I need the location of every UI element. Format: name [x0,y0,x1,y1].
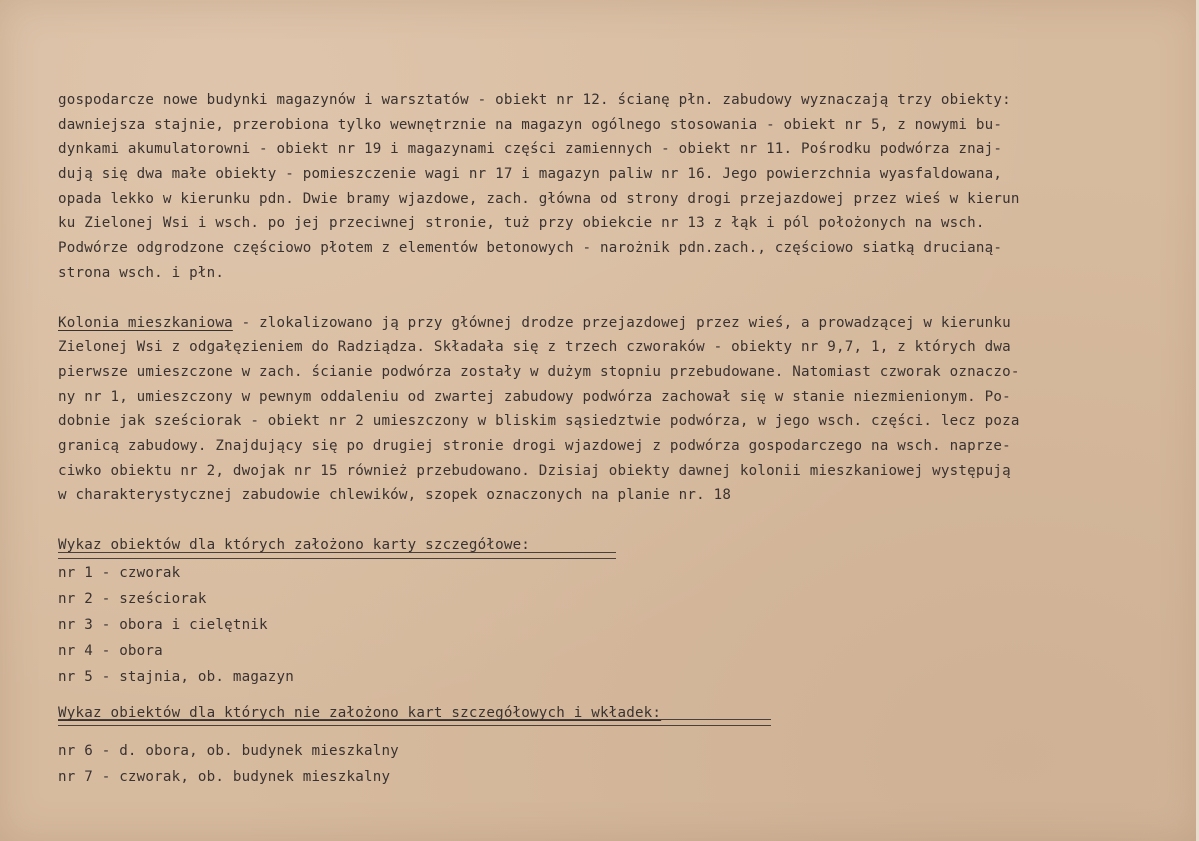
list-item: nr 5 - stajnia, ob. magazyn [58,668,295,685]
list-item: nr 3 - obora i cielętnik [58,616,268,633]
text-line: dawniejsza stajnie, przerobiona tylko wewnętrznie na magazyn ogólnego stosowania - obiekt nr 5, z nowymi bu- [58,116,1003,133]
text-line: Zielonej Wsi z odgałęzieniem do Radziądza. Składała się z trzech czworaków - obiekty nr 9,7, 1, z których dwa [58,339,1011,356]
text-line: strona wsch. i płn. [58,264,225,281]
text-line: gospodarcze nowe budynki magazynów i warsztatów - obiekt nr 12. ścianę płn. zabudowy wyznaczają trzy obiekty: [58,92,1011,108]
typed-document [58,88,1193,790]
text-line: ciwko obiektu nr 2, dwojak nr 15 również przebudowano. Dzisiaj obiekty dawnej kolonii mieszkaniowej występują [58,462,1011,479]
list-with-detail-cards [58,533,1193,690]
text-line: w charakterystycznej zabudowie chlewików, szopek oznaczonych na planie nr. 18 [58,487,732,504]
text-line: opada lekko w kierunku pdn. Dwie bramy wjazdowe, zach. główna od strony drogi przejazdowej przez wieś w kierun [58,190,1020,207]
text-line: dobnie jak sześciorak - obiekt nr 2 umieszczony w bliskim sąsiedztwie podwórza, w jego wsch. części. lecz poza [58,413,1020,430]
text-line: granicą zabudowy. Znajdujący się po drugiej stronie drogi wjazdowej z podwórza gospodarczego na wsch. naprze- [58,437,1011,454]
text-line: ku Zielonej Wsi i wsch. po jej przeciwnej stronie, tuż przy obiekcie nr 13 z łąk i pól położonych na wsch. [58,215,985,232]
text-line: dynkami akumulatorowni - obiekt nr 19 i magazynami części zamiennych - obiekt nr 11. Pośrodku podwórza znaj- [58,141,1003,158]
paragraph-housing-colony [58,311,1193,509]
list-item: nr 2 - sześciorak [58,590,207,607]
text-line: Podwórze odgrodzone częściowo płotem z elementów betonowych - narożnik pdn.zach., częściowo siatką drucianą- [58,240,1003,257]
list-item: nr 6 - d. obora, ob. budynek mieszkalny [58,743,399,760]
text-line: ny nr 1, umieszczony w pewnym oddaleniu od zwartej zabudowy podwórza zachował się w stanie niezmienionym. Po- [58,388,1011,405]
list-item: nr 7 - czworak, ob. budynek mieszkalny [58,769,391,786]
text-line: pierwsze umieszczone w zach. ścianie podwórza zostały w dużym stopniu przebudowane. Natomiast czworak oznaczo- [58,363,1020,380]
paragraph-farmyard [58,88,1193,286]
list-without-detail-cards [58,701,1193,791]
text-line: dują się dwa małe obiekty - pomieszczenie wagi nr 17 i magazyn paliw nr 16. Jego powierzchnia wyasfaldowana, [58,166,1003,183]
text-run: - zlokalizowano ją przy głównej drodze przejazdowej przez wieś, a prowadzącej w kierunku [232,314,1011,331]
list-item: nr 4 - obora [58,642,163,659]
list-item: nr 1 - czworak [58,564,181,581]
section-heading-housing-colony: Kolonia mieszkaniowa [58,314,233,331]
list-heading: Wykaz obiektów dla których założono karty szczegółowe: [58,537,531,553]
list-heading: Wykaz obiektów dla których nie założono kart szczegółowych i wkładek: [58,704,662,721]
text-line [58,311,1193,336]
